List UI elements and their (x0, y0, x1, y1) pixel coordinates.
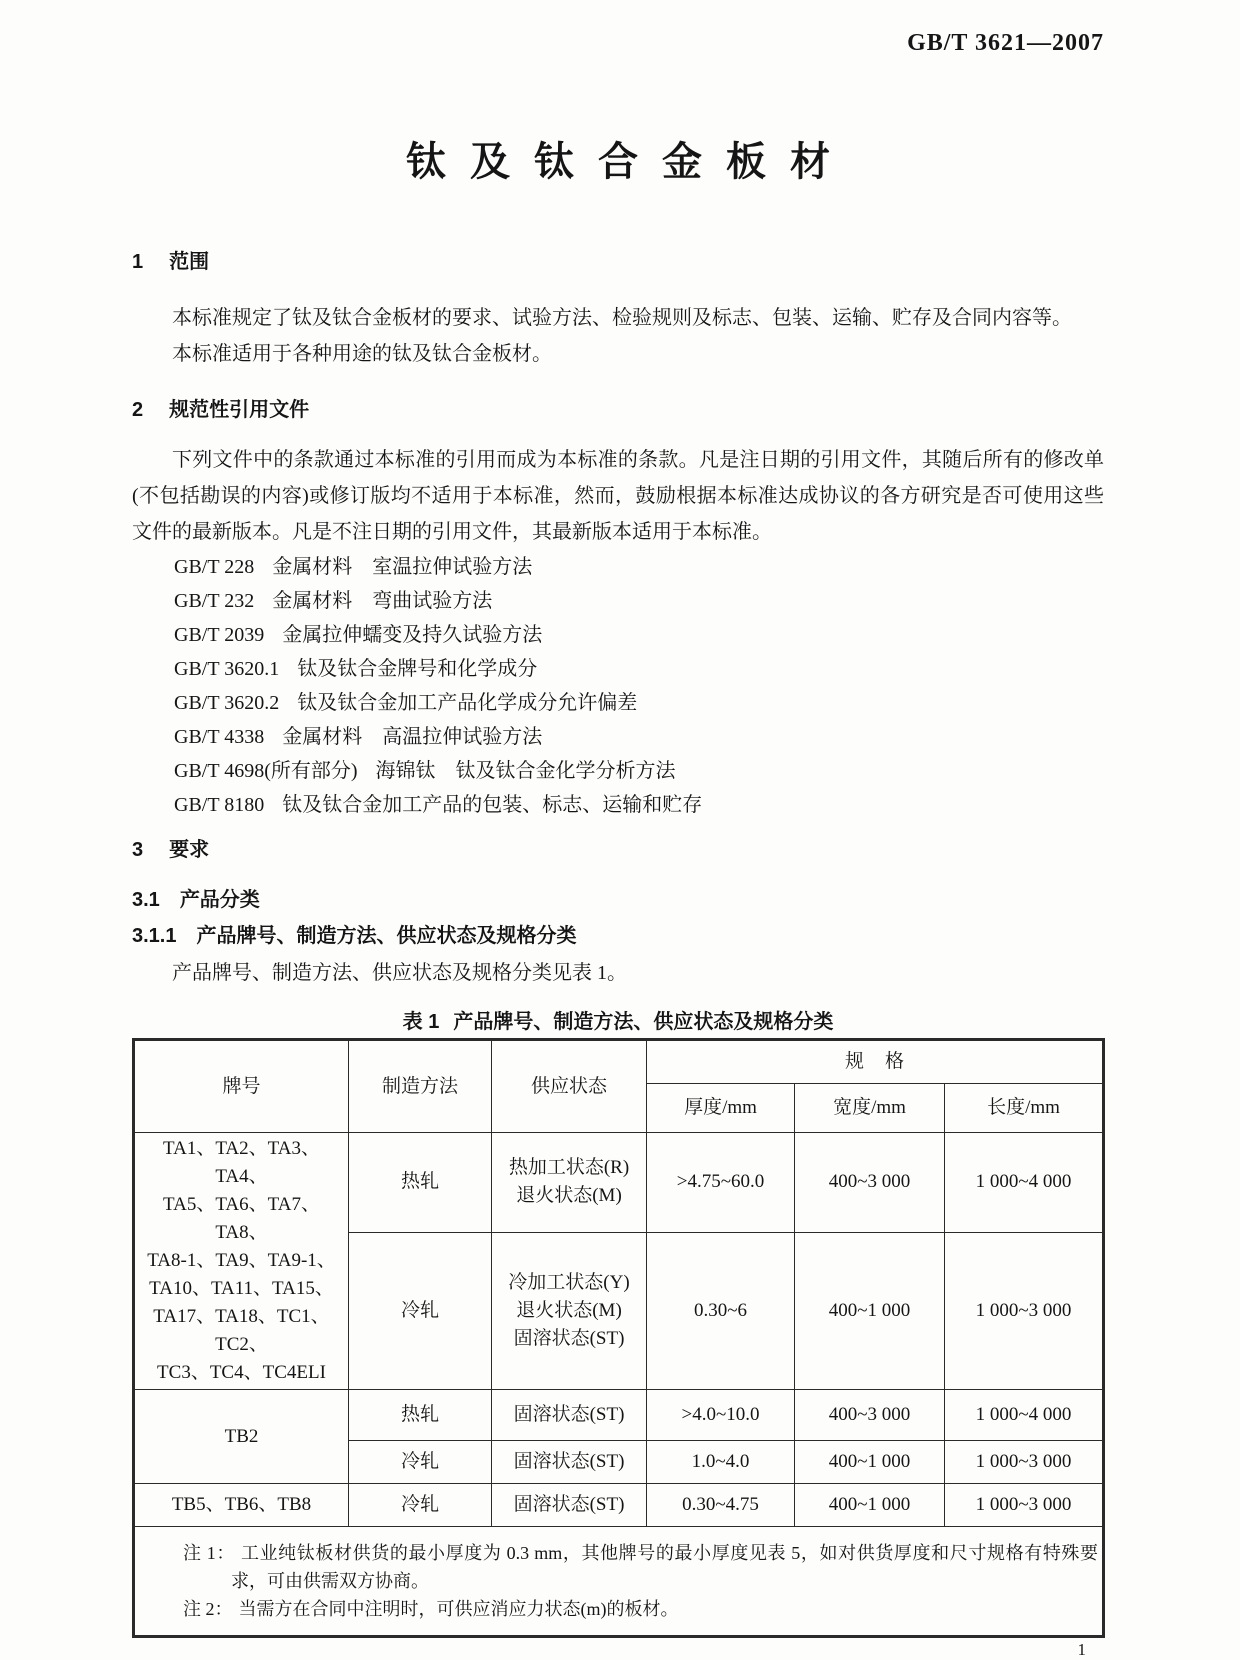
table-header-grade: 牌号 (134, 1040, 349, 1133)
section-3-1-title: 产品分类 (179, 889, 260, 911)
section-2-number: 2 (132, 399, 144, 421)
method-cell: 冷轧 (349, 1232, 492, 1389)
thickness-cell: 0.30~6 (647, 1232, 795, 1389)
standard-code: GB/T 3621—2007 (907, 30, 1104, 56)
grade-line: TA5、TA6、TA7、TA8、 (163, 1194, 320, 1243)
note-2 (139, 1595, 1098, 1623)
table-header-thickness: 厚度/mm (647, 1084, 795, 1133)
table-header-condition: 供应状态 (492, 1040, 647, 1133)
grades-cell-ta (134, 1133, 349, 1390)
reference-code: GB/T 3620.2 (174, 692, 280, 714)
note-1-label: 注 1： (183, 1543, 235, 1563)
grade-line: TA8-1、TA9、TA9-1、 (147, 1250, 336, 1271)
page-number: 1 (1077, 1640, 1086, 1659)
grades-cell-tb2: TB2 (134, 1390, 349, 1484)
length-cell: 1 000~4 000 (945, 1133, 1104, 1233)
table-header-method: 制造方法 (349, 1040, 492, 1133)
thickness-cell: >4.0~10.0 (647, 1390, 795, 1441)
reference-item (174, 550, 1104, 584)
table-1-caption-label: 表 1 (402, 1011, 440, 1033)
grades-cell-tb5: TB5、TB6、TB8 (134, 1484, 349, 1527)
condition-cell: 固溶状态(ST) (492, 1441, 647, 1484)
length-cell: 1 000~3 000 (945, 1232, 1104, 1389)
width-cell: 400~1 000 (795, 1232, 945, 1389)
normative-intro-paragraph: 下列文件中的条款通过本标准的引用而成为本标准的条款。凡是注日期的引用文件，其随后所有的修改单(不包括勘误的内容)或修订版均不适用于本标准，然而，鼓励根据本标准达成协议的各方研究是否可使用这些文件的最新版本。凡是不注日期的引用文件，其最新版本适用于本标准。 (132, 449, 1104, 543)
section-2-heading (132, 396, 1104, 424)
reference-code: GB/T 4698(所有部分) (174, 760, 358, 782)
width-cell: 400~1 000 (795, 1484, 945, 1527)
method-cell: 热轧 (349, 1390, 492, 1441)
section-1-heading (132, 248, 1104, 276)
grade-line: TC3、TC4、TC4ELI (157, 1362, 326, 1383)
reference-name: 钛及钛合金牌号和化学成分 (297, 658, 538, 680)
width-cell: 400~3 000 (795, 1133, 945, 1233)
width-cell: 400~3 000 (795, 1390, 945, 1441)
reference-name: 金属材料 室温拉伸试验方法 (272, 556, 533, 578)
width-cell: 400~1 000 (795, 1441, 945, 1484)
method-cell: 冷轧 (349, 1484, 492, 1527)
grade-line: TA1、TA2、TA3、TA4、 (163, 1138, 320, 1187)
reference-item (174, 584, 1104, 618)
table-header-length: 长度/mm (945, 1084, 1104, 1133)
reference-item (174, 720, 1104, 754)
reference-item (174, 788, 1104, 822)
condition-line: 热加工状态(R) (508, 1157, 630, 1179)
classification-paragraph: 产品牌号、制造方法、供应状态及规格分类见表 1。 (172, 962, 627, 984)
grade-line: TA17、TA18、TC1、TC2、 (153, 1306, 330, 1355)
reference-name: 钛及钛合金加工产品的包装、标志、运输和贮存 (282, 794, 703, 816)
reference-name: 金属材料 弯曲试验方法 (272, 590, 493, 612)
table-row-tb5 (134, 1484, 1104, 1527)
condition-cell (492, 1232, 647, 1389)
length-cell: 1 000~4 000 (945, 1390, 1104, 1441)
section-1-number: 1 (132, 251, 144, 273)
note-2-label: 注 2： (183, 1599, 233, 1619)
section-3-1-1-number: 3.1.1 (132, 925, 177, 947)
reference-name: 海锦钛 钛及钛合金化学分析方法 (375, 760, 676, 782)
section-3-title: 要求 (169, 839, 210, 861)
table-1-caption (132, 1008, 1104, 1036)
section-3-1-1-title: 产品牌号、制造方法、供应状态及规格分类 (196, 925, 577, 947)
reference-code: GB/T 2039 (174, 624, 265, 646)
table-header-row-1 (134, 1040, 1104, 1084)
condition-cell: 固溶状态(ST) (492, 1484, 647, 1527)
table-row-ta-hot (134, 1133, 1104, 1233)
condition-cell (492, 1133, 647, 1233)
table-header-spec: 规格 (647, 1040, 1104, 1084)
thickness-cell: 1.0~4.0 (647, 1441, 795, 1484)
table-notes-row (134, 1527, 1104, 1637)
document-title: 钛及钛合金板材 (406, 140, 854, 184)
section-1-title: 范围 (169, 251, 210, 273)
grade-line: TA10、TA11、TA15、 (149, 1278, 334, 1299)
thickness-cell: 0.30~4.75 (647, 1484, 795, 1527)
reference-name: 金属材料 高温拉伸试验方法 (282, 726, 543, 748)
method-cell: 冷轧 (349, 1441, 492, 1484)
note-1-text: 工业纯钛板材供货的最小厚度为 0.3 mm，其他牌号的最小厚度见表 5，如对供货厚度和尺寸规格有特殊要求，可由供需双方协商。 (231, 1543, 1099, 1591)
section-2-title: 规范性引用文件 (169, 399, 310, 421)
condition-line: 退火状态(M) (516, 1299, 622, 1321)
thickness-cell: >4.75~60.0 (647, 1133, 795, 1233)
scope-paragraph-2: 本标准适用于各种用途的钛及钛合金板材。 (172, 343, 552, 365)
reference-code: GB/T 3620.1 (174, 658, 280, 680)
page-content (132, 30, 1104, 1660)
reference-code: GB/T 4338 (174, 726, 265, 748)
length-cell: 1 000~3 000 (945, 1484, 1104, 1527)
section-3-1-1-heading (132, 922, 1104, 950)
condition-line: 退火状态(M) (516, 1185, 622, 1207)
reference-code: GB/T 232 (174, 590, 255, 612)
length-cell: 1 000~3 000 (945, 1441, 1104, 1484)
reference-item (174, 754, 1104, 788)
reference-name: 钛及钛合金加工产品化学成分允许偏差 (297, 692, 638, 714)
notes-cell (134, 1527, 1104, 1637)
table-row-tb2-hot (134, 1390, 1104, 1441)
reference-code: GB/T 228 (174, 556, 255, 578)
reference-item (174, 652, 1104, 686)
reference-list (132, 550, 1104, 822)
method-cell: 热轧 (349, 1133, 492, 1233)
table-header-width: 宽度/mm (795, 1084, 945, 1133)
scope-paragraphs (132, 300, 1104, 372)
reference-item (174, 686, 1104, 720)
table-1-caption-title: 产品牌号、制造方法、供应状态及规格分类 (453, 1011, 834, 1033)
note-1 (139, 1539, 1098, 1595)
condition-cell: 固溶状态(ST) (492, 1390, 647, 1441)
condition-line: 固溶状态(ST) (513, 1327, 625, 1349)
section-3-1-number: 3.1 (132, 889, 160, 911)
section-3-number: 3 (132, 839, 144, 861)
scope-paragraph-1: 本标准规定了钛及钛合金板材的要求、试验方法、检验规则及标志、包装、运输、贮存及合同内容等。 (172, 307, 1072, 329)
condition-line: 冷加工状态(Y) (508, 1271, 630, 1293)
reference-name: 金属拉伸蠕变及持久试验方法 (282, 624, 543, 646)
reference-item (174, 618, 1104, 652)
table-1 (132, 1038, 1105, 1638)
reference-code: GB/T 8180 (174, 794, 265, 816)
note-2-text: 当需方在合同中注明时，可供应消应力状态(m)的板材。 (238, 1599, 679, 1619)
section-3-1-heading (132, 886, 1104, 914)
section-3-heading (132, 836, 1104, 864)
